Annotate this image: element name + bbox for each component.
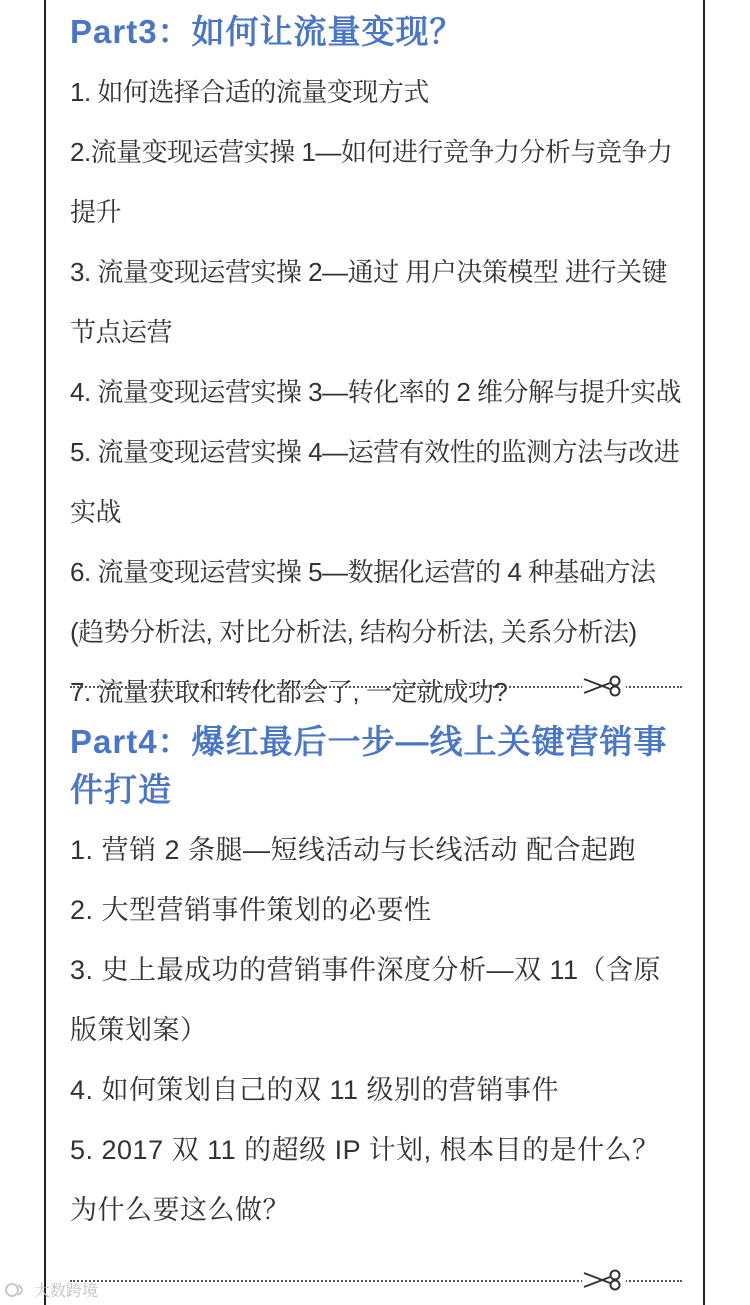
- list-item: 2. 大型营销事件策划的必要性: [70, 895, 432, 925]
- right-border-line: [703, 0, 705, 1305]
- watermark: [4, 1278, 98, 1301]
- part4-list: [70, 820, 684, 1240]
- scissors-icon: [582, 674, 626, 698]
- list-item: 7. 流量获取和转化都会了, 一定就成功?: [70, 677, 508, 707]
- list-item: 1. 如何选择合适的流量变现方式: [70, 77, 429, 107]
- list-item: 5. 流量变现运营实操 4—运营有效性的监测方法与改进实战: [70, 437, 680, 527]
- list-item: 1. 营销 2 条腿—短线活动与长线活动 配合起跑: [70, 835, 637, 865]
- list-item: 4. 流量变现运营实操 3—转化率的 2 维分解与提升实战: [70, 377, 681, 407]
- list-item: 4. 如何策划自己的双 11 级别的营销事件: [70, 1075, 560, 1105]
- list-item: 3. 流量变现运营实操 2—通过 用户决策模型 进行关键节点运营: [70, 257, 668, 347]
- list-item: 5. 2017 双 11 的超级 IP 计划, 根本目的是什么？为什么要这么做？: [70, 1135, 660, 1225]
- part4-section: [70, 718, 684, 1240]
- part3-section: [70, 8, 684, 722]
- list-item: 2.流量变现运营实操 1—如何进行竞争力分析与竞争力提升: [70, 137, 673, 227]
- list-item: 6. 流量变现运营实操 5—数据化运营的 4 种基础方法 (趋势分析法, 对比分析法, 结构分析法, 关系分析法): [70, 557, 656, 647]
- section-divider: [70, 676, 682, 696]
- watermark-logo-icon: [4, 1281, 28, 1299]
- list-item: 3. 史上最成功的营销事件深度分析—双 11（含原版策划案）: [70, 955, 662, 1045]
- part4-title: Part4：爆红最后一步—线上关键营销事件打造: [70, 723, 668, 808]
- part3-title: Part3：如何让流量变现？: [70, 13, 464, 50]
- part3-list: [70, 62, 684, 722]
- scissors-icon: [582, 1268, 626, 1292]
- watermark-text: 大数跨境: [34, 1283, 99, 1300]
- left-border-line: [44, 0, 46, 1305]
- section-divider: [70, 1270, 682, 1290]
